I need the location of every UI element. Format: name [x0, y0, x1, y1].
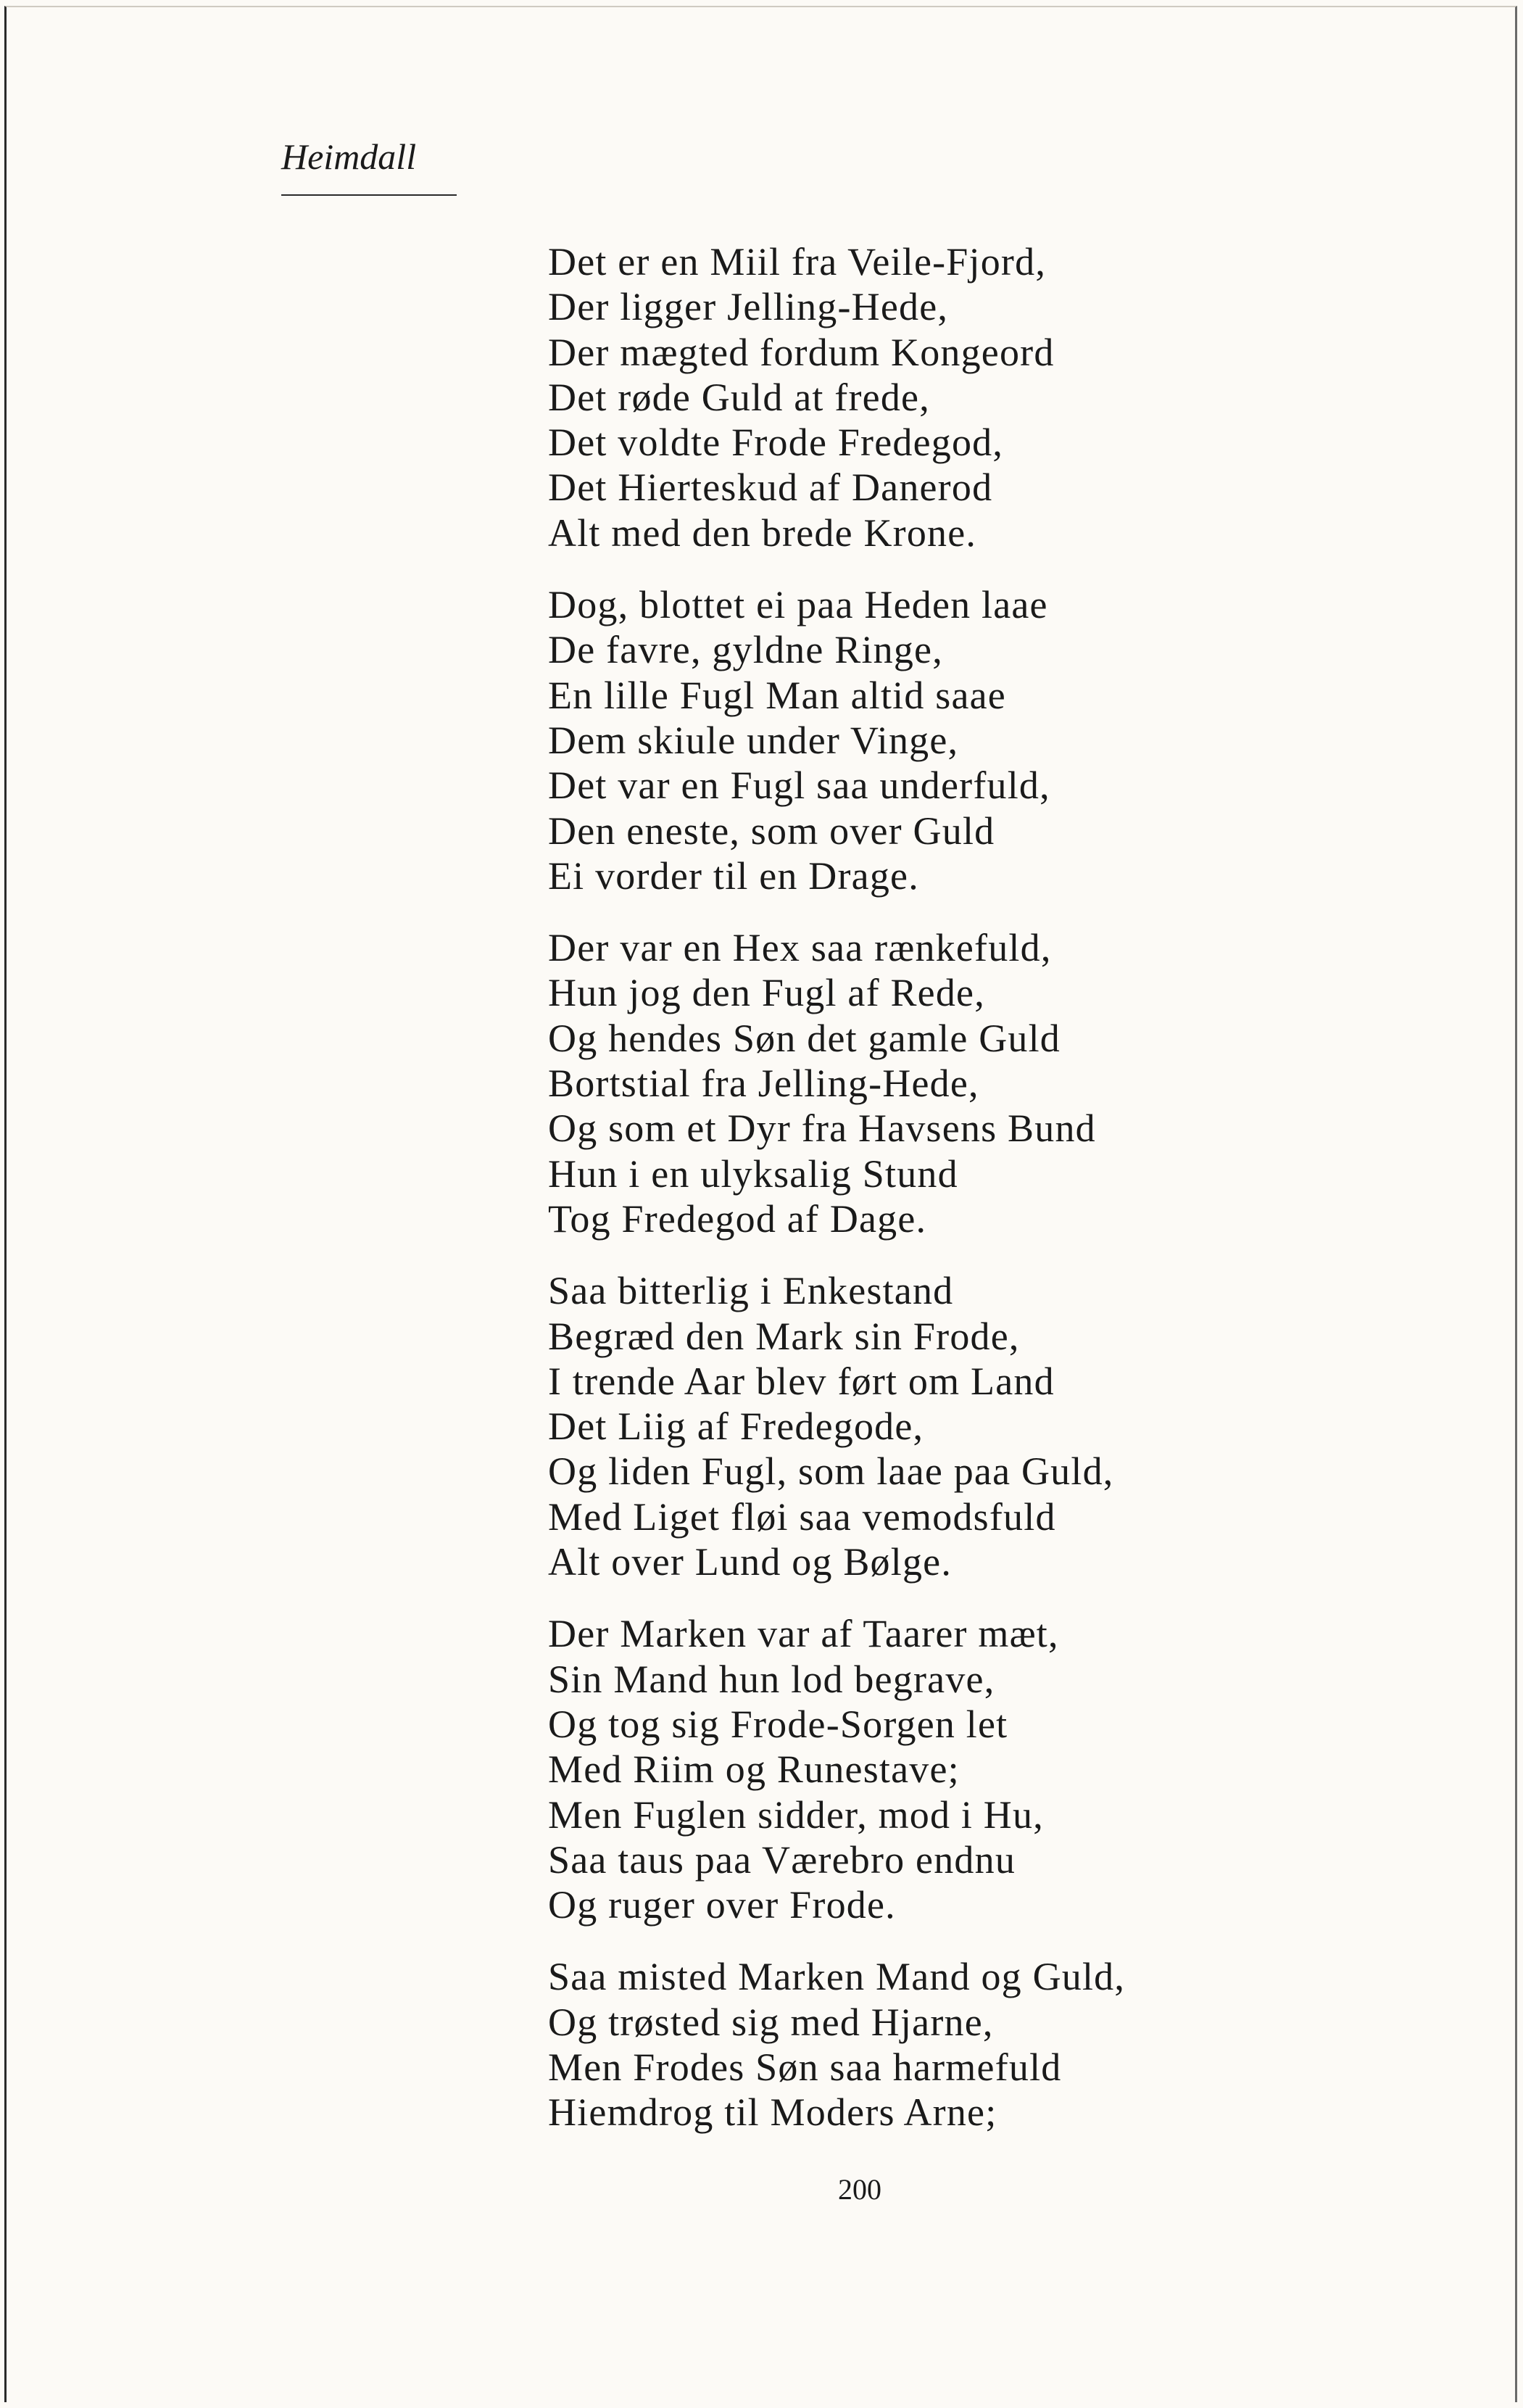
poem-line: Hun jog den Fugl af Rede, [548, 971, 985, 1015]
stanza-2 [548, 582, 1490, 898]
poem-line: Med Liget fløi saa vemodsfuld [548, 1494, 1056, 1539]
poem-line: Hiemdrog til Moders Arne; [548, 2090, 997, 2135]
stanza-6 [548, 1954, 1490, 2135]
poem-line: Og hendes Søn det gamle Guld [548, 1016, 1061, 1060]
poem-line: Med Riim og Runestave; [548, 1747, 960, 1792]
poem-line: De favre, gyldne Ringe, [548, 628, 943, 672]
poem-line: Sin Mand hun lod begrave, [548, 1657, 995, 1701]
poem-line: Der Marken var af Taarer mæt, [548, 1612, 1059, 1656]
poem-line: Og ruger over Frode. [548, 1883, 896, 1927]
stanza-3 [548, 925, 1490, 1241]
poem-line: Hun i en ulyksalig Stund [548, 1151, 958, 1196]
poem-line: Den eneste, som over Guld [548, 808, 995, 853]
poem-line: Saa taus paa Værebro endnu [548, 1837, 1016, 1882]
poem-line: Det Hierteskud af Danerod [548, 466, 993, 510]
poem-line: Alt over Lund og Bølge. [548, 1540, 953, 1584]
poem-line: Det voldte Frode Fredegod, [548, 421, 1004, 465]
poem-line: I trende Aar blev ført om Land [548, 1359, 1055, 1403]
poem-line: Det røde Guld at frede, [548, 375, 930, 419]
stanza-4 [548, 1268, 1490, 1584]
poem-line: Der mægted fordum Kongeord [548, 330, 1055, 374]
poem-line: Ei vorder til en Drage. [548, 853, 919, 898]
stanza-1 [548, 239, 1490, 555]
stanza-5 [548, 1611, 1490, 1927]
poem-line: Dem skiule under Vinge, [548, 718, 959, 762]
poem-line: Det er en Miil fra Veile-Fjord, [548, 240, 1047, 284]
poem-line: Saa misted Marken Mand og Guld, [548, 1955, 1126, 1999]
page-number: 200 [838, 2173, 881, 2206]
poem-line: Og som et Dyr fra Havsens Bund [548, 1106, 1096, 1151]
poem-line: Men Fuglen sidder, mod i Hu, [548, 1792, 1044, 1837]
poem-line: Begræd den Mark sin Frode, [548, 1314, 1020, 1358]
poem-line: Det var en Fugl saa underfuld, [548, 764, 1050, 808]
poem-line: Alt med den brede Krone. [548, 510, 977, 555]
poem-line: Saa bitterlig i Enkestand [548, 1269, 954, 1313]
poem-line: Og tog sig Frode-Sorgen let [548, 1702, 1008, 1746]
poem-line: Der var en Hex saa rænkefuld, [548, 926, 1052, 970]
poem-line: Det Liig af Fredegode, [548, 1404, 924, 1449]
poem-line: Tog Fredegod af Dage. [548, 1196, 927, 1241]
header-underline [281, 194, 457, 196]
poem-body [548, 239, 1490, 2162]
running-header-title: Heimdall [281, 136, 417, 177]
poem-line: Der ligger Jelling-Hede, [548, 285, 949, 329]
poem-line: Men Frodes Søn saa harmefuld [548, 2045, 1062, 2089]
poem-line: En lille Fugl Man altid saae [548, 673, 1006, 717]
poem-line: Dog, blottet ei paa Heden laae [548, 583, 1048, 627]
poem-line: Bortstial fra Jelling-Hede, [548, 1062, 979, 1106]
poem-line: Og trøsted sig med Hjarne, [548, 2000, 994, 2044]
poem-line: Og liden Fugl, som laae paa Guld, [548, 1449, 1114, 1494]
